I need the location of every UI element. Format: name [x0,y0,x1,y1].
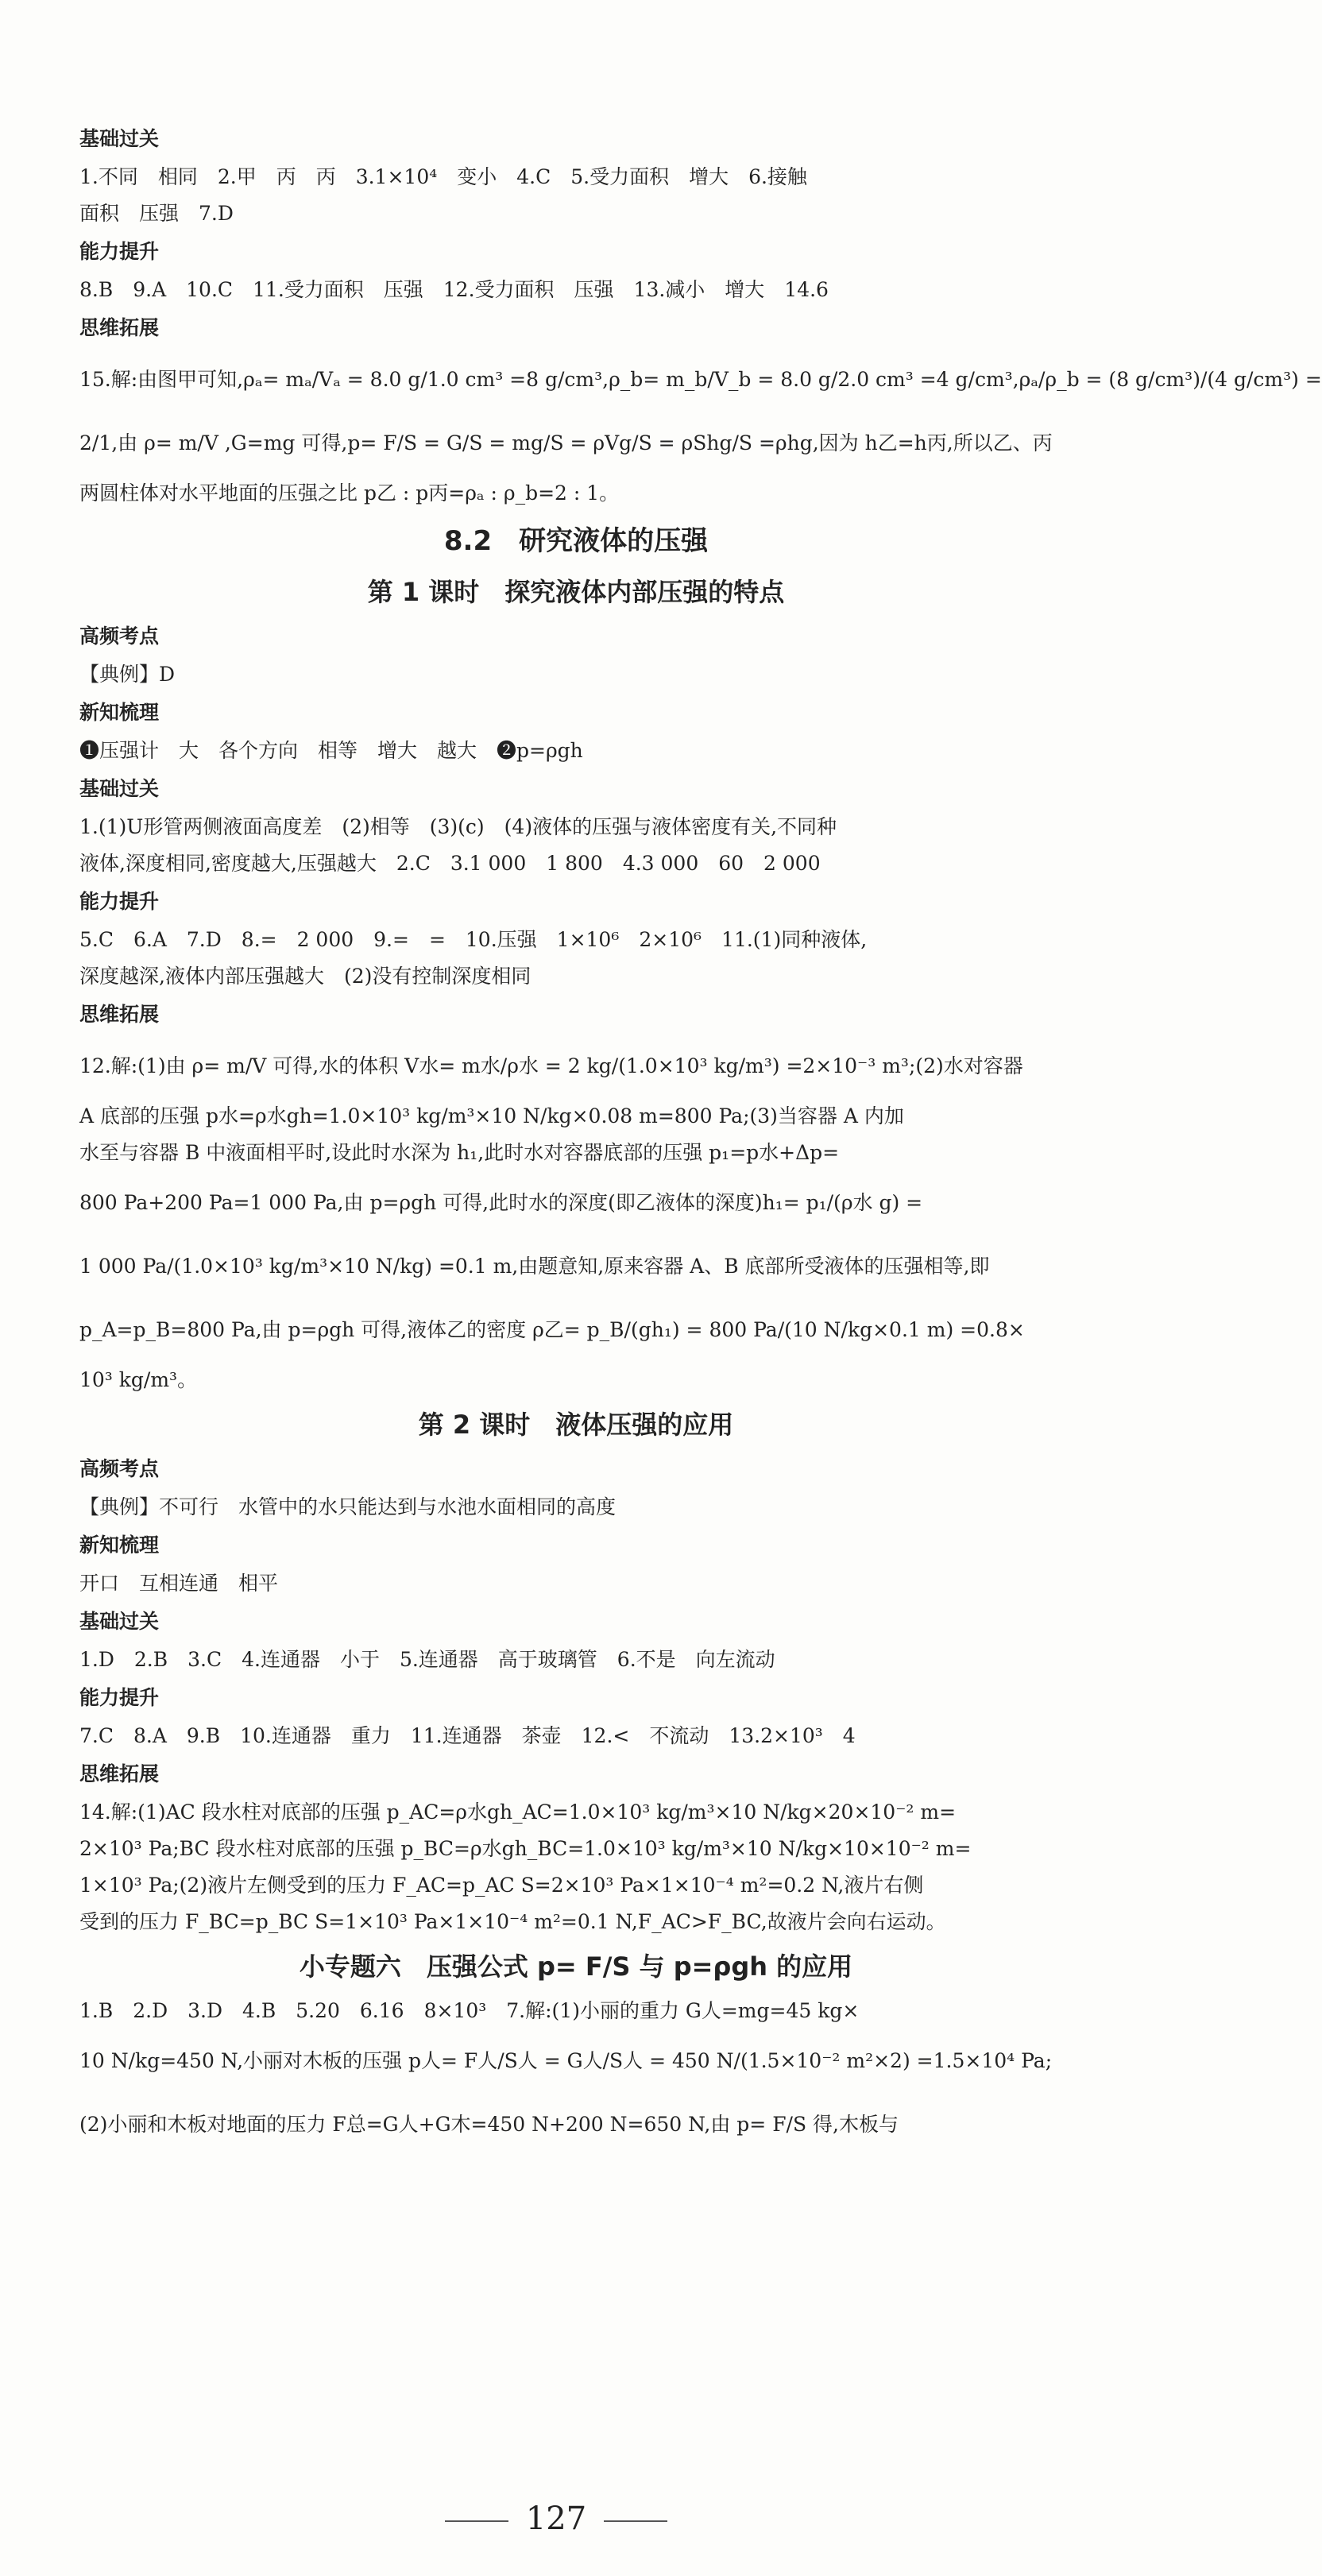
answer-line: 8.B 9.A 10.C 11.受力面积 压强 12.受力面积 压强 13.减小 增大 14.6 [79,278,829,301]
answer-line: 1.B 2.D 3.D 4.B 5.20 6.16 8×10³ 7.解:(1)小丽的重力 G人=mg=45 kg× [79,1999,860,2022]
solution-line: 10 N/kg=450 N,小丽对木板的压强 p人= F人/S人 = G人/S人 = 450 N/(1.5×10⁻² m²×2) =1.5×10⁴ Pa; [79,2049,1053,2072]
solution-line: 800 Pa+200 Pa=1 000 Pa,由 p=ρgh 可得,此时水的深度(即乙液体的深度)h₁= p₁/(ρ水 g) = [79,1191,923,1214]
answer-line: 面积 压强 7.D [79,202,234,225]
solution-line: 1 000 Pa/(1.0×10³ kg/m³×10 N/kg) =0.1 m,由题意知,原来容器 A、B 底部所受液体的压强相等,即 [79,1255,990,1278]
section-heading: 能力提升 [79,240,160,263]
section-heading: 基础过关 [79,1610,160,1633]
section-heading: 高频考点 [79,1457,160,1480]
answer-line: 1.不同 相同 2.甲 丙 丙 3.1×10⁴ 变小 4.C 5.受力面积 增大 6.接触 [79,165,807,188]
page-number-right-dash [604,2520,667,2522]
answer-line: 5.C 6.A 7.D 8.= 2 000 9.= = 10.压强 1×10⁶ 2×10⁶ 11.(1)同种液体, [79,928,868,951]
page-number-text: 127 [525,2501,587,2537]
answer-line: 1.(1)U形管两侧液面高度差 (2)相等 (3)(c) (4)液体的压强与液体密度有关,不同种 [79,815,837,838]
answer-line: 【典例】D [79,663,176,686]
answer-line: 1.D 2.B 3.C 4.连通器 小于 5.连通器 高于玻璃管 6.不是 向左流动 [79,1648,775,1671]
solution-line: 1×10³ Pa;(2)液片左侧受到的压力 F_AC=p_AC S=2×10³ Pa×1×10⁻⁴ m²=0.2 N,液片右侧 [79,1874,924,1897]
solution-line: 2/1,由 ρ= m/V ,G=mg 可得,p= F/S = G/S = mg/S = ρVg/S = ρShg/S =ρhg,因为 h乙=h丙,所以乙、丙 [79,431,1053,454]
solution-line: 12.解:(1)由 ρ= m/V 可得,水的体积 V水= m水/ρ水 = 2 kg/(1.0×10³ kg/m³) =2×10⁻³ m³;(2)水对容器 [79,1054,1023,1077]
solution-line: 两圆柱体对水平地面的压强之比 p乙 : p丙=ρₐ : ρ_b=2 : 1。 [79,482,620,505]
answer-line: 液体,深度相同,密度越大,压强越大 2.C 3.1 000 1 800 4.3 000 60 2 000 [79,852,821,875]
answer-line: ❶压强计 大 各个方向 相等 增大 越大 ❷p=ρgh [79,739,583,762]
lesson-title: 第 1 课时 探究液体内部压强的特点 [367,577,785,607]
lesson-title: 第 2 课时 液体压强的应用 [418,1410,734,1440]
section-heading: 能力提升 [79,890,160,913]
solution-line: 2×10³ Pa;BC 段水柱对底部的压强 p_BC=ρ水gh_BC=1.0×10³ kg/m³×10 N/kg×10×10⁻² m= [79,1837,972,1860]
section-heading: 思维拓展 [79,1003,160,1026]
section-heading: 基础过关 [79,127,160,150]
section-heading: 基础过关 [79,777,160,800]
answer-line: 开口 互相连通 相平 [79,1572,279,1595]
topic-title: 小专题六 压强公式 p= F/S 与 p=ρgh 的应用 [299,1951,853,1982]
solution-line: A 底部的压强 p水=ρ水gh=1.0×10³ kg/m³×10 N/kg×0.08 m=800 Pa;(3)当容器 A 内加 [79,1104,904,1127]
section-heading: 能力提升 [79,1686,160,1709]
chapter-title: 8.2 研究液体的压强 [443,525,709,557]
section-heading: 高频考点 [79,625,160,648]
answer-line: 深度越深,液体内部压强越大 (2)没有控制深度相同 [79,965,532,988]
solution-line: 15.解:由图甲可知,ρₐ= mₐ/Vₐ = 8.0 g/1.0 cm³ =8 g/cm³,ρ_b= m_b/V_b = 8.0 g/2.0 cm³ =4 g/cm³,ρₐ/ρ_b = (8 g/cm³)/(4 g/cm³) = [79,368,1322,391]
solution-line: 10³ kg/m³。 [79,1368,198,1391]
solution-line: 14.解:(1)AC 段水柱对底部的压强 p_AC=ρ水gh_AC=1.0×10³ kg/m³×10 N/kg×20×10⁻² m= [79,1800,957,1824]
solution-line: (2)小丽和木板对地面的压力 F总=G人+G木=450 N+200 N=650 N,由 p= F/S 得,木板与 [79,2113,899,2136]
answer-line: 7.C 8.A 9.B 10.连通器 重力 11.连通器 茶壶 12.< 不流动 13.2×10³ 4 [79,1724,856,1747]
solution-line: 水至与容器 B 中液面相平时,设此时水深为 h₁,此时水对容器底部的压强 p₁=p水+Δp= [79,1141,840,1164]
solution-line: 受到的压力 F_BC=p_BC S=1×10³ Pa×1×10⁻⁴ m²=0.1 N,F_AC>F_BC,故液片会向右运动。 [79,1910,946,1933]
section-heading: 思维拓展 [79,1762,160,1785]
section-heading: 新知梳理 [79,1534,160,1557]
page-number-left-dash [445,2520,508,2522]
answer-line: 【典例】不可行 水管中的水只能达到与水池水面相同的高度 [79,1495,617,1518]
section-heading: 思维拓展 [79,316,160,339]
answer-content [79,119,1322,2156]
solution-line: p_A=p_B=800 Pa,由 p=ρgh 可得,液体乙的密度 ρ乙= p_B/(gh₁) = 800 Pa/(10 N/kg×0.1 m) =0.8× [79,1318,1025,1341]
section-heading: 新知梳理 [79,701,160,724]
page-number [0,2495,1112,2543]
